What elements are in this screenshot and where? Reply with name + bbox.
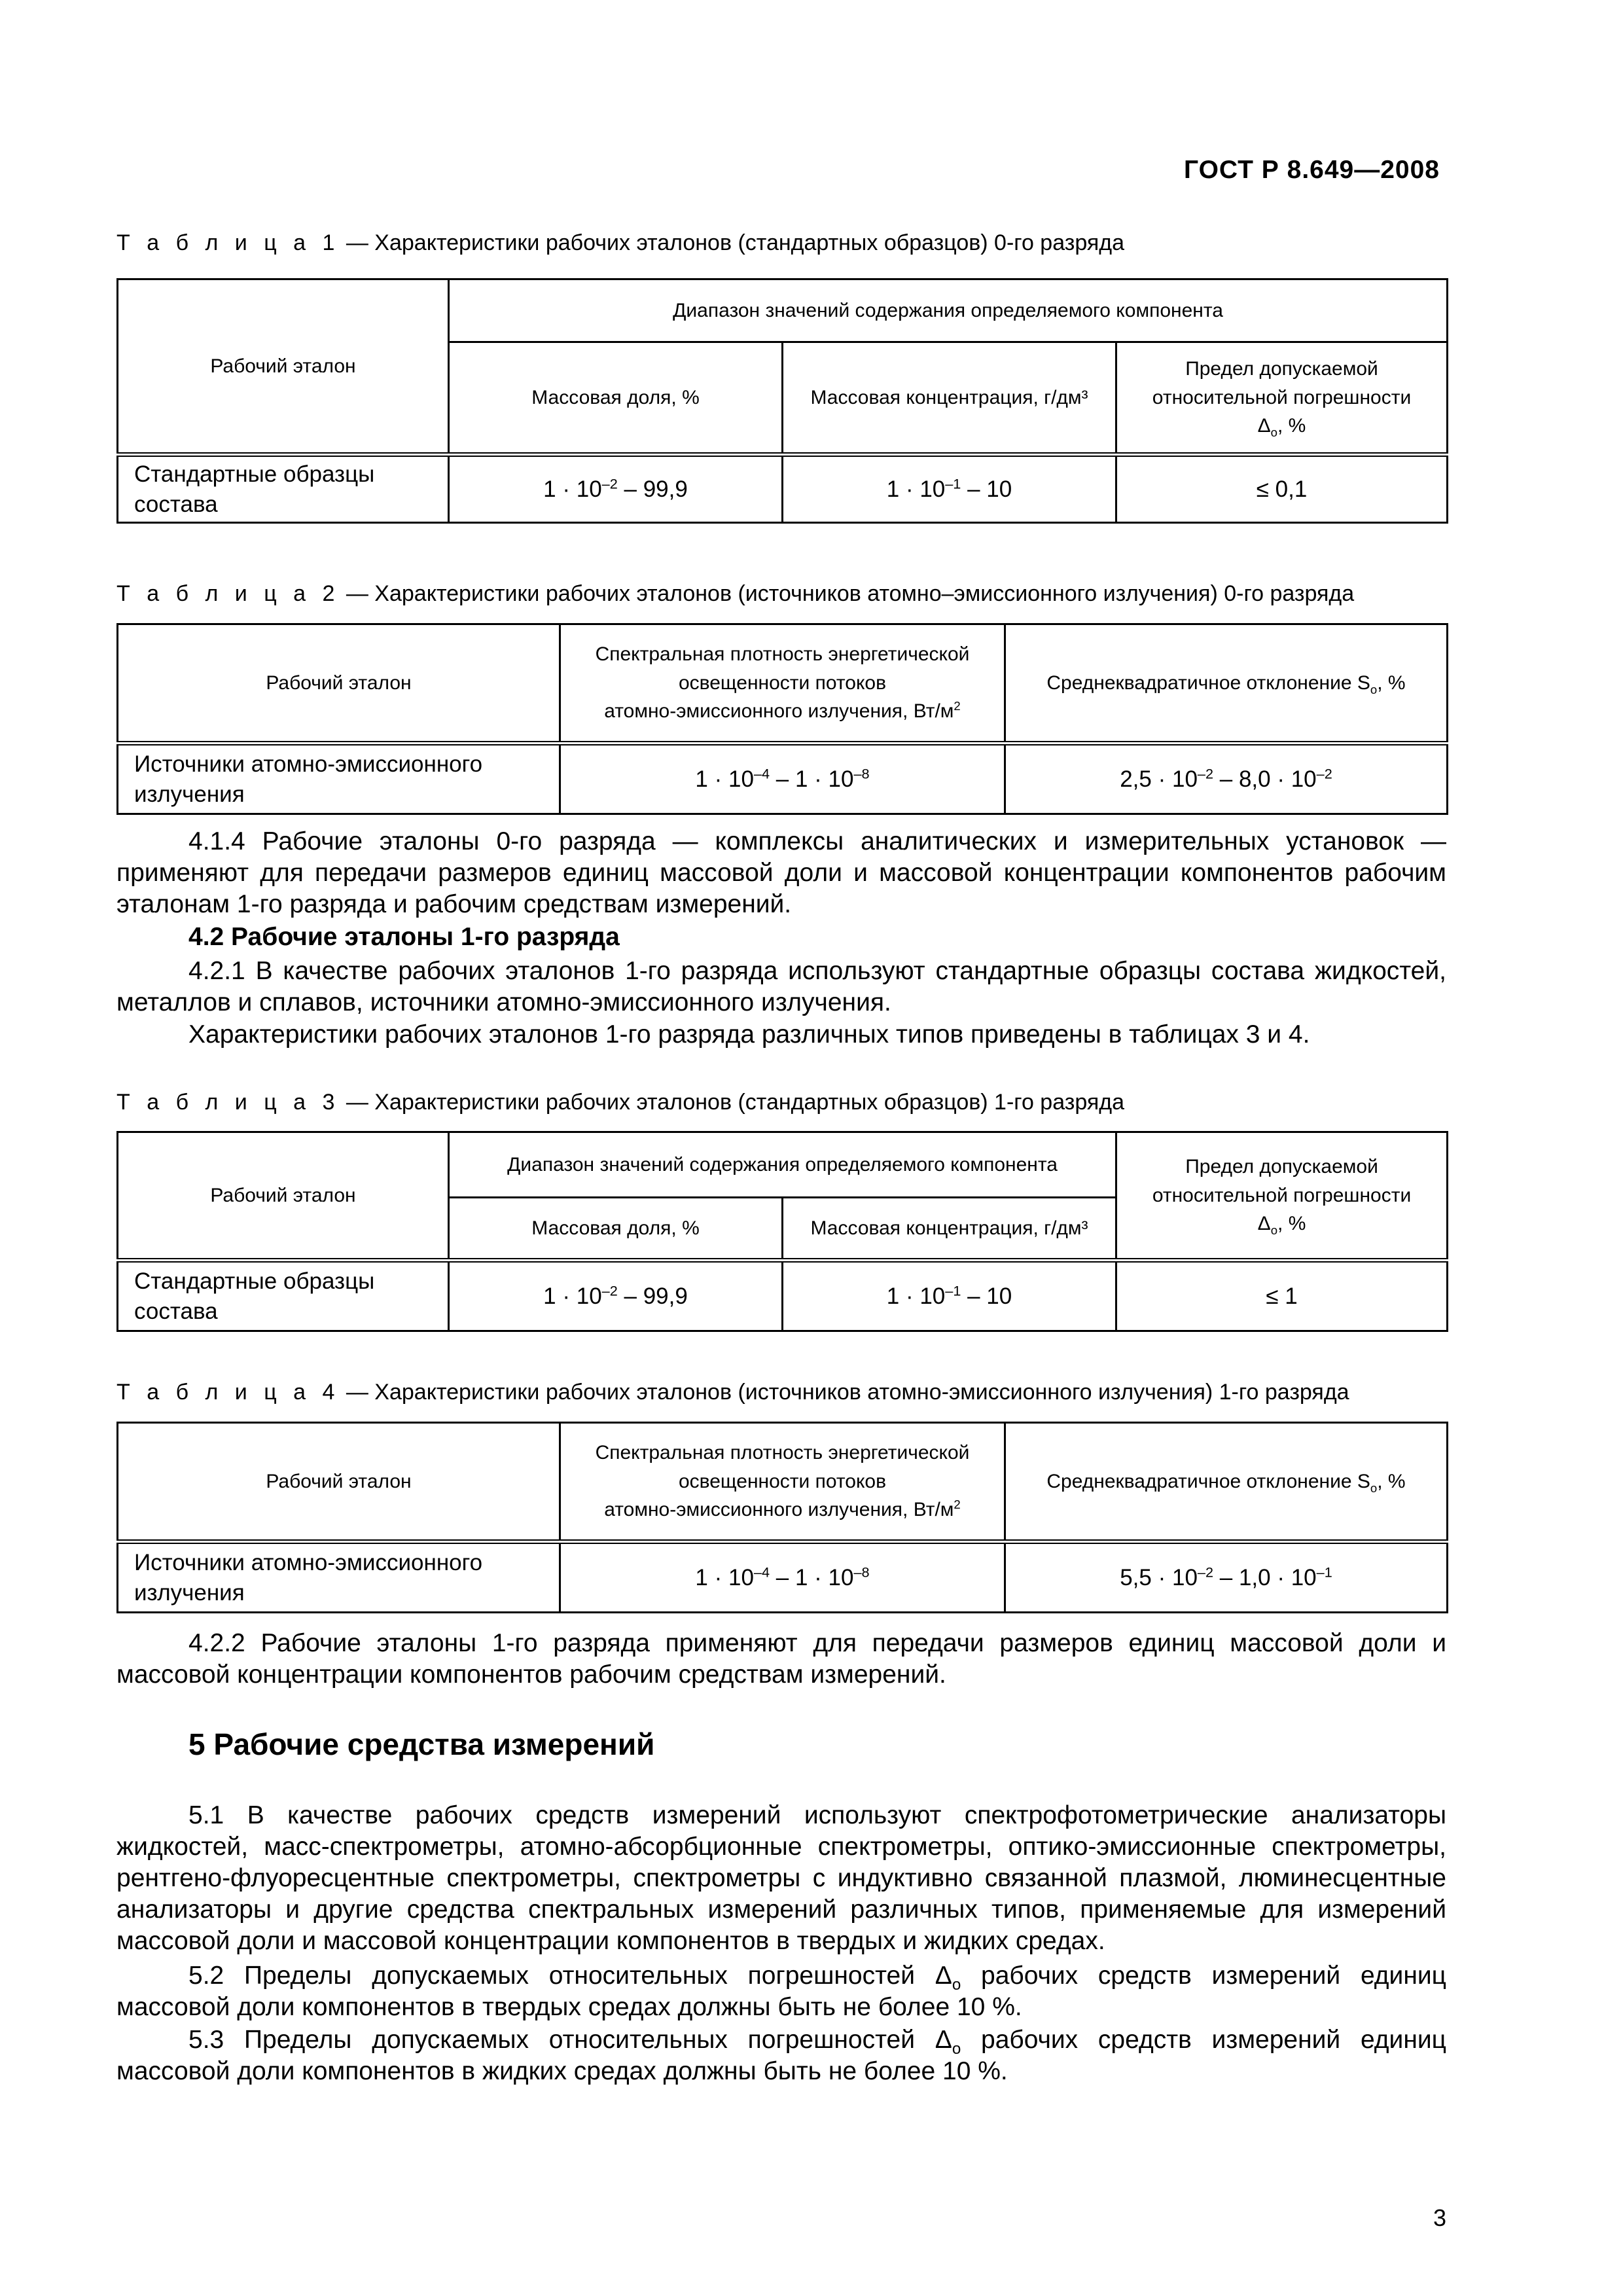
subsection-heading-4-2: 4.2 Рабочие эталоны 1-го разряда <box>188 923 620 951</box>
table1-header-etalon: Рабочий эталон <box>118 279 449 455</box>
table3-header-range: Диапазон значений содержания определяемого компонента <box>449 1132 1116 1198</box>
table1-mass-conc: $1 \cdot 10^{-1} - 10$ <box>783 455 1116 523</box>
table3-mass-fraction: $1 \cdot 10^{-2} - 99,9$ <box>449 1261 783 1331</box>
table4-density: $1 \cdot 10^{-4} - 1 \cdot 10^{-8}$ <box>560 1542 1005 1613</box>
table3-header-mass-conc: Массовая концентрация, г/дм³ <box>783 1198 1116 1261</box>
paragraph-4-2-1-tables: Характеристики рабочих эталонов 1-го разряда различных типов приведены в таблицах 3 и 4. <box>188 1020 1310 1049</box>
paragraph-5-3: 5.3 Пределы допускаемых относительных погрешностей $\Delta_о$ рабочих средств измерений единиц массовой доли компонентов в жидких средах должны быть не более 10 %. <box>116 2026 1446 2085</box>
table2 <box>116 623 1448 815</box>
table2-header-density: Спектральная плотность энергетической освещенности потоков атомно-эмиссионного излучения, $Вт/м^2$ <box>560 624 1005 744</box>
section-heading-5: 5 Рабочие средства измерений <box>188 1727 655 1761</box>
table2-sd: $2,5 \cdot 10^{-2} - 8,0 \cdot 10^{-2}$ <box>1005 744 1448 814</box>
paragraph-5-1: 5.1 В качестве рабочих средств измерений используют спектрофотометрические анализаторы жидкостей, масс-спектрометры, атомно-абсорбционные спектрометры, оптико-эмиссионные спектрометры, рентгено-флуоресцентные спектрометры, спектрометры с индуктивно связанной плазмой, люминесцентные анализаторы и другие средства спектральных измерений различных типов, применяемые для измерений массовой доли и массовой концентрации компонентов в твердых и жидких средах. <box>116 1801 1446 1955</box>
table4-sd: $5,5 \cdot 10^{-2} - 1,0 \cdot 10^{-1}$ <box>1005 1542 1448 1613</box>
table-row <box>118 744 1448 814</box>
table2-header-sd: Среднеквадратичное отклонение $S_о$, % <box>1005 624 1448 744</box>
table1-caption: Т а б л и ц а 1 — Характеристики рабочих эталонов (стандартных образцов) 0-го разряда <box>116 230 1125 255</box>
table1-header-limit: Предел допускаемой относительной погрешности $\Delta_о$, % <box>1116 342 1448 455</box>
paragraph-5-2: 5.2 Пределы допускаемых относительных погрешностей $\Delta_о$ рабочих средств измерений единиц массовой доли компонентов в твердых средах должны быть не более 10 %. <box>116 1962 1446 2021</box>
table4-row-name: Источники атомно-эмиссионного излучения <box>118 1542 560 1613</box>
table-row <box>118 455 1448 523</box>
table2-caption: Т а б л и ц а 2 — Характеристики рабочих эталонов (источников атомно–эмиссионного излучения) 0-го разряда <box>116 581 1355 606</box>
table3-header-limit: Предел допускаемой относительной погрешности $\Delta_о$, % <box>1116 1132 1448 1261</box>
standard-code: ГОСТ Р 8.649—2008 <box>1184 156 1440 184</box>
table1-header-range: Диапазон значений содержания определяемого компонента <box>449 279 1448 342</box>
table1 <box>116 278 1448 524</box>
table1-header-mass-conc: Массовая концентрация, г/дм³ <box>783 342 1116 455</box>
table-row <box>118 1261 1448 1331</box>
table1-row-name: Стандартные образцы состава <box>118 455 449 523</box>
table1-limit: ≤ 0,1 <box>1116 455 1448 523</box>
table2-density: $1 \cdot 10^{-4} - 1 \cdot 10^{-8}$ <box>560 744 1005 814</box>
table1-mass-fraction: $1 \cdot 10^{-2} - 99,9$ <box>449 455 783 523</box>
page-number: 3 <box>1433 2204 1446 2231</box>
table2-row-name: Источники атомно-эмиссионного излучения <box>118 744 560 814</box>
paragraph-4-2-1: 4.2.1 В качестве рабочих эталонов 1-го разряда используют стандартные образцы состава жидкостей, металлов и сплавов, источники атомно-эмиссионного излучения. <box>116 957 1446 1016</box>
paragraph-4-1-4: 4.1.4 Рабочие эталоны 0-го разряда — комплексы аналитических и измерительных установок — применяют для передачи размеров единиц массовой доли и массовой концентрации компонентов рабочим эталонам 1-го разряда и рабочим средствам измерений. <box>116 827 1446 918</box>
table3-header-etalon: Рабочий эталон <box>118 1132 449 1261</box>
table3-caption: Т а б л и ц а 3 — Характеристики рабочих эталонов (стандартных образцов) 1-го разряда <box>116 1090 1125 1115</box>
table-row <box>118 1542 1448 1613</box>
table3-row-name: Стандартные образцы состава <box>118 1261 449 1331</box>
paragraph-4-2-2: 4.2.2 Рабочие эталоны 1-го разряда применяют для передачи размеров единиц массовой доли и массовой концентрации компонентов рабочим средствам измерений. <box>116 1629 1446 1689</box>
table4-header-sd: Среднеквадратичное отклонение $S_о$, % <box>1005 1423 1448 1542</box>
table3 <box>116 1131 1448 1332</box>
table4-header-density: Спектральная плотность энергетической освещенности потоков атомно-эмиссионного излучения, $Вт/м^2$ <box>560 1423 1005 1542</box>
table4 <box>116 1422 1448 1613</box>
table3-mass-conc: $1 \cdot 10^{-1} - 10$ <box>783 1261 1116 1331</box>
table4-caption: Т а б л и ц а 4 — Характеристики рабочих эталонов (источников атомно-эмиссионного излучения) 1-го разряда <box>116 1380 1349 1405</box>
table3-limit: ≤ 1 <box>1116 1261 1448 1331</box>
table1-header-mass-fraction: Массовая доля, % <box>449 342 783 455</box>
table4-header-etalon: Рабочий эталон <box>118 1423 560 1542</box>
table3-header-mass-fraction: Массовая доля, % <box>449 1198 783 1261</box>
table2-header-etalon: Рабочий эталон <box>118 624 560 744</box>
